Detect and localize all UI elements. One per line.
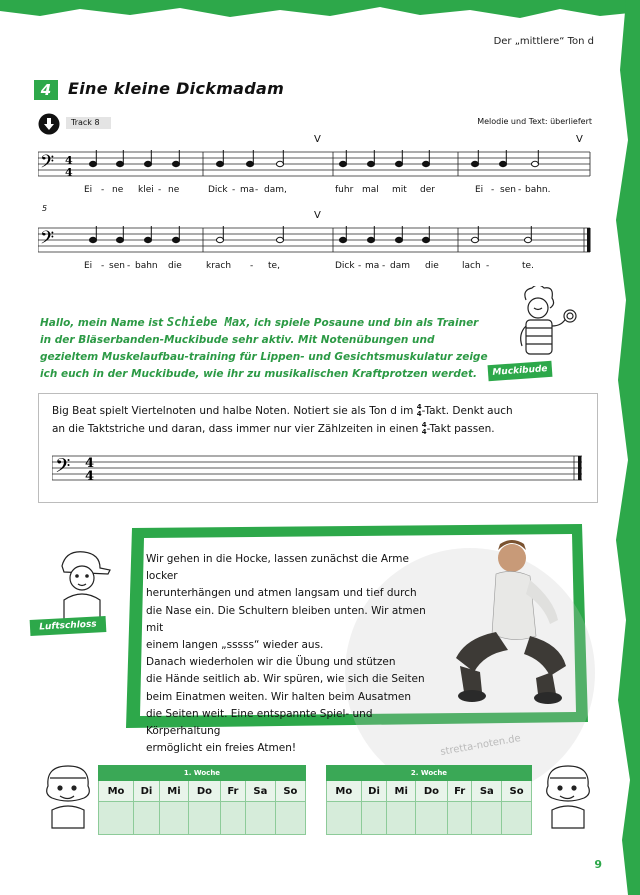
lyric-syllable: Ei bbox=[84, 261, 93, 271]
lyric-syllable: krach bbox=[206, 261, 232, 271]
music-staff-1 bbox=[38, 146, 594, 182]
section-title: Eine kleine Dickmadam bbox=[68, 79, 285, 98]
page-number: 9 bbox=[594, 858, 602, 871]
measure-number: 5 bbox=[42, 204, 48, 213]
time-signature-inline: 4 4 bbox=[416, 403, 422, 418]
practice-cell[interactable] bbox=[502, 802, 532, 835]
practice-cell[interactable] bbox=[447, 802, 472, 835]
task-line1a: Big Beat spielt Viertelnoten und halbe Noten. Notiert sie als Ton d im bbox=[52, 405, 417, 417]
day-label: Mo bbox=[99, 781, 134, 802]
lyric-hyphen: - bbox=[127, 261, 131, 271]
day-label: Mi bbox=[387, 781, 416, 802]
track-label: Track 8 bbox=[66, 117, 111, 129]
task-line2a: an die Taktstriche und daran, dass immer nur vier Zählzeiten in einen bbox=[52, 423, 422, 435]
breath-mark: V bbox=[576, 134, 583, 145]
lyric-syllable: die bbox=[425, 261, 439, 271]
lyric-syllable: Dick bbox=[335, 261, 355, 271]
luftschloss-character-illustration bbox=[48, 548, 116, 620]
practice-cell[interactable] bbox=[416, 802, 448, 835]
luftschloss-label: Luftschloss bbox=[30, 616, 107, 636]
breath-mark: V bbox=[314, 210, 321, 221]
practice-table-week-2 bbox=[326, 765, 532, 827]
day-label: Do bbox=[188, 781, 220, 802]
audio-track-icon[interactable] bbox=[38, 113, 60, 135]
lyric-syllable: te. bbox=[522, 261, 534, 271]
intro-paragraph bbox=[40, 314, 488, 383]
practice-character-left bbox=[40, 764, 96, 830]
lyric-syllable: te, bbox=[268, 261, 280, 271]
day-label: Sa bbox=[245, 781, 275, 802]
svg-text:4: 4 bbox=[85, 469, 95, 484]
practice-character-right bbox=[540, 764, 596, 830]
lyric-syllable: ne bbox=[112, 185, 124, 195]
instruction-line: die Seiten weit. Eine entspannte Spiel- und Körperhaltung bbox=[146, 707, 373, 738]
svg-text:𝄢: 𝄢 bbox=[55, 454, 71, 482]
day-label: Mo bbox=[327, 781, 362, 802]
lyric-syllable: bahn bbox=[135, 261, 158, 271]
time-signature-inline: 4 4 bbox=[421, 421, 427, 436]
lyric-syllable: der bbox=[420, 185, 435, 195]
lyric-syllable: Ei bbox=[475, 185, 484, 195]
task-line1b: -Takt. Denkt auch bbox=[421, 405, 513, 417]
practice-cell[interactable] bbox=[245, 802, 275, 835]
day-label: Fr bbox=[220, 781, 245, 802]
day-label: Mi bbox=[159, 781, 188, 802]
practice-cell[interactable] bbox=[188, 802, 220, 835]
muckibude-label: Muckibude bbox=[488, 361, 553, 381]
instruction-line: herunterhängen und atmen langsam und tief durch bbox=[146, 587, 417, 600]
lyric-hyphen: - bbox=[255, 185, 259, 195]
intro-text-part1: Hallo, mein Name ist bbox=[40, 317, 167, 329]
empty-staff-exercise[interactable] bbox=[52, 452, 584, 486]
lyric-syllable: sen bbox=[109, 261, 125, 271]
practice-cell[interactable] bbox=[361, 802, 387, 835]
song-credit: Melodie und Text: überliefert bbox=[477, 117, 592, 126]
lyric-syllable: dam bbox=[390, 261, 410, 271]
lyric-hyphen: - bbox=[101, 185, 105, 195]
svg-text:𝄢: 𝄢 bbox=[40, 228, 55, 253]
practice-table-week-1 bbox=[98, 765, 306, 827]
lyric-hyphen: - bbox=[491, 185, 495, 195]
breathing-instructions bbox=[146, 551, 436, 757]
practice-cell[interactable] bbox=[159, 802, 188, 835]
week-header: 1. Woche bbox=[99, 766, 306, 781]
practice-cell[interactable] bbox=[133, 802, 159, 835]
chapter-header: Der „mittlere“ Ton d bbox=[493, 36, 594, 47]
practice-cell[interactable] bbox=[275, 802, 305, 835]
lyric-syllable: ma bbox=[365, 261, 380, 271]
practice-cell[interactable] bbox=[387, 802, 416, 835]
lyric-syllable: bahn. bbox=[525, 185, 551, 195]
lyric-hyphen: - bbox=[486, 261, 490, 271]
practice-cell[interactable] bbox=[220, 802, 245, 835]
task-line2b: -Takt passen. bbox=[426, 423, 495, 435]
lyric-syllable: ma bbox=[240, 185, 255, 195]
lyric-hyphen: - bbox=[158, 185, 162, 195]
svg-text:𝄢: 𝄢 bbox=[40, 152, 55, 177]
lyric-syllable: mit bbox=[392, 185, 407, 195]
lyric-syllable: ne bbox=[168, 185, 180, 195]
lyric-syllable: mal bbox=[362, 185, 379, 195]
svg-text:4: 4 bbox=[65, 166, 73, 179]
lyric-hyphen: - bbox=[382, 261, 386, 271]
lyric-syllable: Dick bbox=[208, 185, 228, 195]
lyric-syllable: fuhr bbox=[335, 185, 354, 195]
lyric-hyphen: - bbox=[358, 261, 362, 271]
squatting-boy-photo bbox=[450, 540, 580, 710]
lyric-syllable: sen bbox=[500, 185, 516, 195]
day-label: So bbox=[502, 781, 532, 802]
intro-text-part2: , ich spiele Posaune und bin als Trainer in der Bläserbanden-Muckibude sehr aktiv. Mit Notenübungen und gezieltem Muskelaufbau-training für Lippen- und Gesichtsmuskulatur zeige ich euch in der Muckibude, wie ihr zu musikalischen Kraftprotzen werdet. bbox=[40, 317, 488, 380]
lyric-syllable: lach bbox=[462, 261, 481, 271]
lyric-hyphen: - bbox=[101, 261, 105, 271]
lyric-hyphen: - bbox=[518, 185, 522, 195]
instruction-line: einem langen „sssss“ wieder aus. bbox=[146, 639, 324, 652]
day-label: Sa bbox=[472, 781, 502, 802]
lyric-syllable: Ei bbox=[84, 185, 93, 195]
breath-mark: V bbox=[314, 134, 321, 145]
lyric-hyphen: - bbox=[250, 261, 254, 271]
instruction-line: beim Einatmen weiten. Wir halten beim Ausatmen bbox=[146, 690, 412, 703]
lyric-syllable: klei bbox=[138, 185, 154, 195]
trainer-name: Schiebe Max bbox=[166, 315, 247, 329]
practice-cell[interactable] bbox=[472, 802, 502, 835]
day-label: Di bbox=[361, 781, 387, 802]
practice-cell[interactable] bbox=[99, 802, 134, 835]
week-header: 2. Woche bbox=[327, 766, 532, 781]
instruction-line: ermöglicht ein freies Atmen! bbox=[146, 742, 297, 755]
right-green-border bbox=[604, 0, 640, 895]
practice-cell[interactable] bbox=[327, 802, 362, 835]
task-text bbox=[52, 402, 572, 438]
lyric-hyphen: - bbox=[232, 185, 236, 195]
day-label: Do bbox=[416, 781, 448, 802]
trainer-character-illustration bbox=[498, 286, 588, 364]
instruction-line: Wir gehen in die Hocke, lassen zunächst die Arme locker bbox=[146, 553, 409, 583]
svg-text:4: 4 bbox=[85, 456, 95, 471]
svg-text:4: 4 bbox=[65, 154, 73, 167]
instruction-line: Danach wiederholen wir die Übung und stützen bbox=[146, 656, 396, 669]
day-label: So bbox=[275, 781, 305, 802]
lyric-syllable: dam, bbox=[264, 185, 287, 195]
instruction-line: die Hände seitlich ab. Wir spüren, wie sich die Seiten bbox=[146, 673, 425, 686]
watermark-text: stretta-noten.de bbox=[439, 733, 522, 758]
instruction-line: die Nase ein. Die Schultern bleiben unten. Wir atmen mit bbox=[146, 604, 426, 634]
music-staff-2 bbox=[38, 222, 594, 258]
section-number: 4 bbox=[34, 80, 58, 100]
lyric-syllable: die bbox=[168, 261, 182, 271]
day-label: Fr bbox=[447, 781, 472, 802]
day-label: Di bbox=[133, 781, 159, 802]
top-green-border bbox=[0, 0, 640, 30]
